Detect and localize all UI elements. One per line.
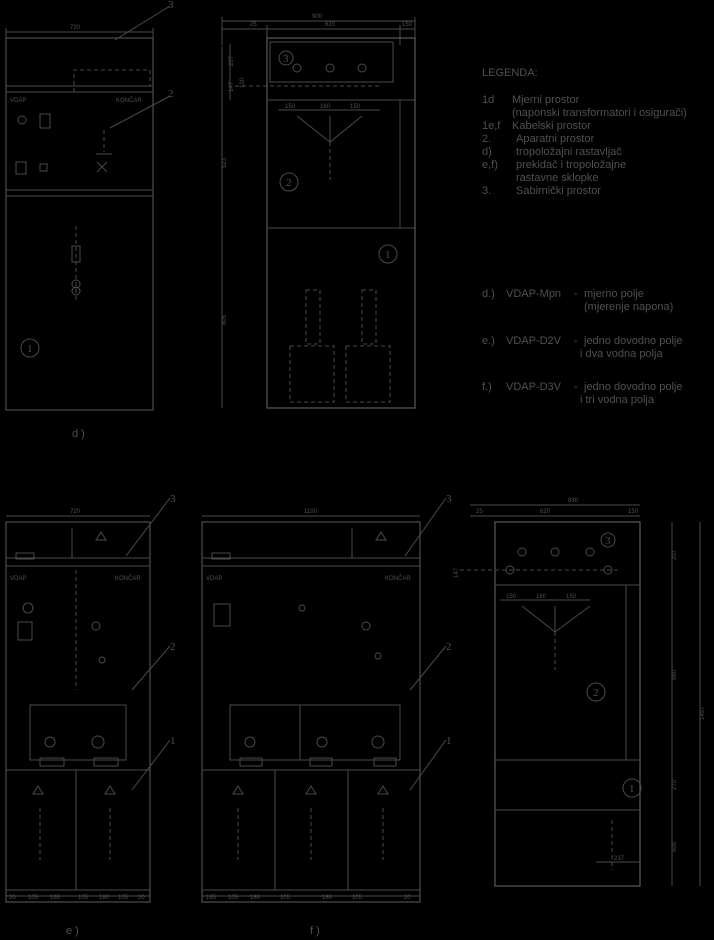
marker-1-side: 1: [385, 249, 391, 261]
variant-desc1-0: mjerno polje: [584, 288, 644, 300]
marker-1-side2: 1: [629, 783, 635, 795]
marker-3-side: 3: [283, 53, 289, 65]
variant-code-0: VDAP-Mpn: [506, 288, 562, 300]
dim-side2-150: 150: [628, 509, 639, 515]
dim-side-100: 100: [240, 77, 246, 88]
dim-e-b4: 180: [99, 895, 110, 901]
marker-1-f: 1: [446, 735, 452, 747]
dim-side-width: 900: [312, 14, 323, 20]
marker-2-f: 2: [446, 641, 452, 653]
label-vdap-f: VDAP: [206, 576, 223, 582]
label-koncar-e: KONČAR: [115, 576, 141, 582]
variant-key-2: f.): [482, 381, 492, 393]
dim-side2-width: 830: [568, 498, 579, 504]
dim-f-b1: 105: [228, 895, 239, 901]
variant-code-1: VDAP-D2V: [506, 335, 562, 347]
dim-side2-s160: 160: [536, 594, 547, 600]
dim-e-b1: 105: [28, 895, 39, 901]
dim-side2-147: 147: [454, 567, 460, 578]
legend-key-0: 1d: [482, 94, 495, 106]
dim-f-b6: 20: [404, 895, 411, 901]
legend-text-1: (naponski transformatori i osigurači): [512, 107, 687, 119]
dim-side-s160: 160: [320, 104, 331, 110]
legend-text-0: Mjerni prostor: [512, 94, 580, 106]
dim-side2-270: 270: [672, 779, 678, 790]
variant-desc1-1: jedno dovodno polje: [584, 335, 683, 347]
panel-d-side: [222, 14, 415, 408]
legend-text-2: Kabelski prostor: [512, 120, 591, 132]
marker-1-d: 1: [27, 343, 33, 355]
legend-title: LEGENDA:: [482, 67, 538, 79]
marker-1-e: 1: [170, 735, 176, 747]
dim-f-b3: 105: [280, 895, 291, 901]
svg-text:-: -: [574, 381, 578, 393]
label-koncar-d: KONČAR: [116, 98, 142, 104]
panel-e-front: [6, 493, 176, 937]
dim-side2-s150b: 150: [566, 594, 577, 600]
legend-key-5: e,f): [482, 159, 498, 171]
caption-e: e ): [66, 925, 79, 937]
caption-f: f ): [310, 925, 320, 937]
marker-3-d: 3: [168, 0, 174, 11]
legend-text-3: Aparatni prostor: [516, 133, 595, 145]
legend-text-7: Sabirnički prostor: [516, 185, 601, 197]
dim-f-b0: 165: [206, 895, 217, 901]
legend-text-5: prekidač i tropoložajne: [516, 159, 627, 171]
dim-side2-25: 25: [476, 509, 483, 515]
variant-desc2-2: i tri vodna polja: [580, 394, 654, 406]
marker-2-d: 2: [168, 88, 174, 100]
legend: [482, 67, 687, 406]
dim-side-s150b: 150: [350, 104, 361, 110]
panel-ef-side: [454, 498, 706, 886]
svg-text:-: -: [574, 335, 578, 347]
legend-key-3: 2.: [482, 133, 492, 145]
legend-text-6: rastavne sklopke: [516, 172, 599, 184]
marker-3-e: 3: [170, 493, 176, 505]
marker-2-side: 2: [286, 177, 292, 189]
dim-side2-1457: 1457: [700, 706, 706, 720]
dim-f-b4: 180: [322, 895, 333, 901]
dim-e-width: 720: [70, 509, 81, 515]
dim-e-b2: 165: [50, 895, 61, 901]
dim-side-25: 25: [250, 22, 257, 28]
dim-side-150: 150: [402, 22, 413, 28]
dim-f-b5: 105: [352, 895, 363, 901]
dim-side2-207: 207: [672, 549, 678, 560]
marker-3-f: 3: [446, 493, 452, 505]
variant-key-1: e.): [482, 335, 495, 347]
dim-e-b6: 20: [138, 895, 145, 901]
caption-d: d ): [72, 428, 85, 440]
dim-side2-s150a: 150: [506, 594, 517, 600]
dim-d-width: 720: [70, 25, 81, 31]
marker-2-side2: 2: [593, 687, 599, 699]
legend-key-7: 3.: [482, 185, 492, 197]
dim-side-s150a: 150: [285, 104, 296, 110]
dim-side-805: 805: [222, 314, 228, 325]
dim-e-b3: 105: [78, 895, 89, 901]
dim-side-207: 207: [229, 55, 235, 66]
panel-d-front: [6, 0, 174, 440]
legend-text-4: tropoložajni rastavljač: [516, 146, 622, 158]
legend-key-4: d): [482, 146, 492, 158]
marker-3-side2: 3: [605, 535, 611, 547]
variant-key-0: d.): [482, 288, 495, 300]
variant-desc2-0: (mjerenje napona): [584, 301, 674, 313]
dim-f-width: 1100: [304, 509, 317, 515]
label-vdap-d: VDAP: [10, 98, 27, 104]
dim-side2-237: 237: [614, 856, 625, 862]
dim-side-147: 147: [229, 81, 235, 92]
dim-e-b0: 20: [9, 895, 16, 901]
panel-f-front: [202, 493, 452, 937]
legend-key-2: 1e,f: [482, 120, 501, 132]
dim-side-923: 923: [222, 157, 228, 168]
dim-side-620: 620: [325, 22, 336, 28]
dim-e-b5: 105: [118, 895, 129, 901]
dim-side2-620: 620: [540, 509, 551, 515]
variant-desc2-1: i dva vodna polja: [580, 348, 663, 360]
dim-side2-500: 500: [672, 841, 678, 852]
svg-text:-: -: [574, 288, 578, 300]
variant-code-2: VDAP-D3V: [506, 381, 562, 393]
marker-2-e: 2: [170, 641, 176, 653]
dim-f-b2: 180: [250, 895, 261, 901]
variant-desc1-2: jedno dovodno polje: [584, 381, 683, 393]
label-koncar-f: KONČAR: [385, 576, 411, 582]
dim-side2-960: 960: [672, 669, 678, 680]
label-vdap-e: VDAP: [10, 576, 27, 582]
